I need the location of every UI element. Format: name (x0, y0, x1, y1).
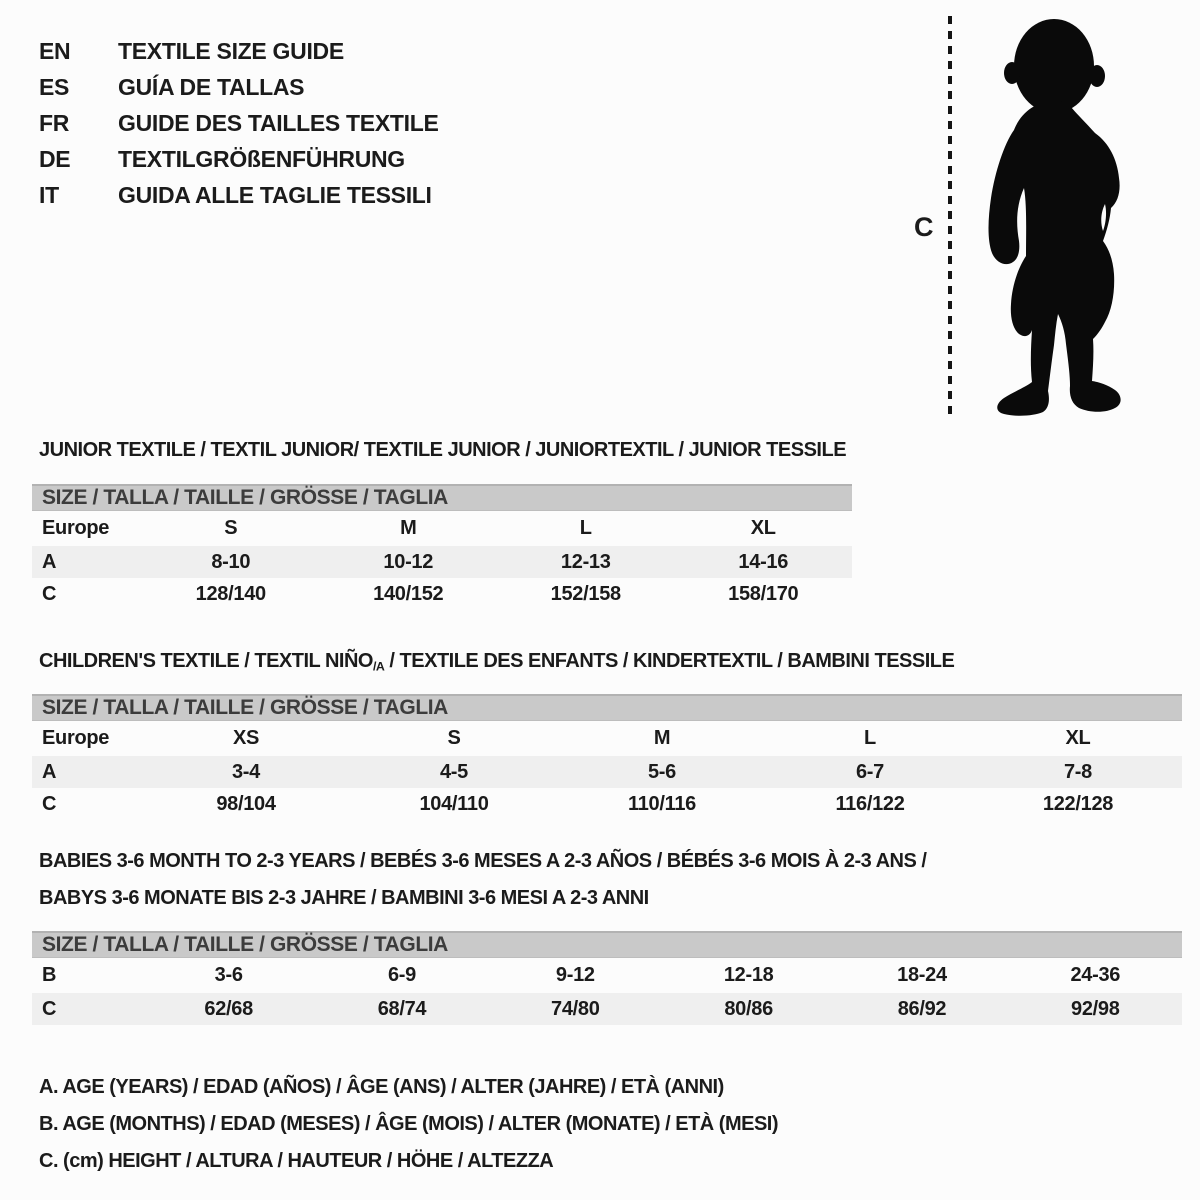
height-cell: 140/152 (373, 582, 444, 605)
language-row-es (39, 69, 439, 105)
age-cell: 24-36 (1070, 964, 1121, 986)
table-row (32, 546, 852, 578)
height-cell: 98/104 (216, 792, 276, 815)
language-code: FR (39, 110, 70, 136)
height-cell: 86/92 (897, 997, 947, 1020)
junior-size-table (32, 484, 852, 610)
age-cell: 12-18 (723, 964, 774, 986)
babies-heading-line2: BABYS 3-6 MONATE BIS 2-3 JAHRE / BAMBINI 3-6 MESI A 2-3 ANNI (39, 887, 649, 909)
size-cell: S (447, 727, 461, 749)
size-cell: M (653, 727, 671, 749)
size-cell: M (400, 517, 417, 539)
babies-size-table (32, 931, 1182, 1025)
row-label: C (42, 792, 57, 815)
toddler-silhouette-icon (966, 10, 1144, 422)
row-label: A (42, 550, 57, 573)
children-size-table (32, 694, 1182, 820)
size-cell: L (864, 727, 876, 749)
babies-section-heading (39, 843, 926, 917)
table-row (32, 578, 852, 610)
language-row-en (39, 33, 439, 69)
size-header-band: SIZE / TALLA / TAILLE / GRÖSSE / TAGLIA (32, 931, 1182, 958)
height-cell: 104/110 (419, 792, 489, 815)
height-cell: 122/128 (1042, 792, 1114, 815)
size-cell: XL (750, 517, 776, 539)
age-cell: 6-9 (387, 964, 416, 986)
row-label: C (42, 582, 57, 605)
height-cell: 128/140 (195, 582, 266, 605)
row-label: B (42, 964, 57, 986)
legend-line-age-months: B. AGE (MONTHS) / EDAD (MESES) / ÂGE (MOIS) / ALTER (MONATE) / ETÀ (MESI) (39, 1113, 779, 1135)
guide-title: TEXTILGRÖßENFÜHRUNG (118, 146, 405, 172)
height-measure-dashed-line (948, 16, 952, 416)
guide-title: GUÍA DE TALLAS (118, 74, 305, 100)
age-cell: 12-13 (560, 550, 611, 573)
table-row (32, 511, 852, 546)
age-cell: 9-12 (555, 964, 595, 986)
guide-title: GUIDE DES TAILLES TEXTILE (118, 110, 439, 136)
height-cell: 68/74 (377, 997, 427, 1020)
size-cell: L (579, 517, 592, 539)
height-measure-label: C (914, 212, 934, 242)
table-row (32, 788, 1182, 820)
height-cell: 116/122 (835, 792, 905, 815)
babies-heading-line1: BABIES 3-6 MONTH TO 2-3 YEARS / BEBÉS 3-6 MESES A 2-3 AÑOS / BÉBÉS 3-6 MOIS À 2-3 ANS / (39, 850, 927, 872)
language-code: IT (39, 182, 59, 208)
age-cell: 10-12 (383, 550, 434, 573)
age-cell: 7-8 (1063, 760, 1092, 783)
height-cell: 80/86 (724, 997, 773, 1020)
height-cell: 110/116 (628, 792, 696, 815)
height-cell: 92/98 (1071, 997, 1120, 1020)
guide-title: TEXTILE SIZE GUIDE (118, 38, 344, 64)
language-code: ES (39, 74, 70, 100)
height-cell: 74/80 (551, 997, 600, 1020)
age-cell: 6-7 (855, 760, 884, 783)
table-row (32, 958, 1182, 993)
language-row-it (39, 177, 439, 213)
size-header-band: SIZE / TALLA / TAILLE / GRÖSSE / TAGLIA (32, 694, 1182, 721)
row-label: A (42, 760, 57, 783)
language-row-fr (39, 105, 439, 141)
legend (39, 1069, 778, 1180)
guide-title: GUIDA ALLE TAGLIE TESSILI (118, 182, 432, 208)
children-section-heading (39, 643, 954, 685)
size-cell: S (224, 517, 238, 539)
age-cell: 14-16 (738, 550, 789, 573)
age-cell: 18-24 (897, 964, 947, 986)
children-heading-prefix: CHILDREN'S TEXTILE / TEXTIL NIÑO (39, 650, 373, 672)
children-heading-sub: /A (372, 659, 385, 674)
language-code: EN (39, 38, 71, 64)
size-cell: XL (1065, 727, 1091, 749)
size-cell: XS (232, 727, 260, 749)
legend-line-height: C. (cm) HEIGHT / ALTURA / HAUTEUR / HÖHE / ALTEZZA (39, 1150, 554, 1172)
row-label: Europe (42, 727, 110, 749)
age-cell: 3-4 (231, 760, 260, 783)
table-row (32, 756, 1182, 788)
age-cell: 3-6 (214, 964, 243, 986)
language-code: DE (39, 146, 71, 172)
junior-section-heading: JUNIOR TEXTILE / TEXTIL JUNIOR/ TEXTILE JUNIOR / JUNIORTEXTIL / JUNIOR TESSILE (39, 439, 847, 461)
height-cell: 152/158 (550, 582, 621, 605)
table-row (32, 993, 1182, 1025)
language-title-list (39, 33, 439, 213)
height-cell: 62/68 (204, 997, 253, 1020)
legend-line-age-years: A. AGE (YEARS) / EDAD (AÑOS) / ÂGE (ANS) / ALTER (JAHRE) / ETÀ (ANNI) (39, 1076, 724, 1098)
table-row (32, 721, 1182, 756)
children-heading-suffix: / TEXTILE DES ENFANTS / KINDERTEXTIL / BAMBINI TESSILE (384, 650, 955, 672)
age-cell: 5-6 (647, 760, 676, 783)
height-cell: 158/170 (728, 582, 799, 605)
row-label: Europe (42, 517, 110, 539)
age-cell: 4-5 (439, 760, 468, 783)
row-label: C (42, 997, 57, 1020)
age-cell: 8-10 (211, 550, 251, 573)
size-header-band: SIZE / TALLA / TAILLE / GRÖSSE / TAGLIA (32, 484, 852, 511)
language-row-de (39, 141, 439, 177)
